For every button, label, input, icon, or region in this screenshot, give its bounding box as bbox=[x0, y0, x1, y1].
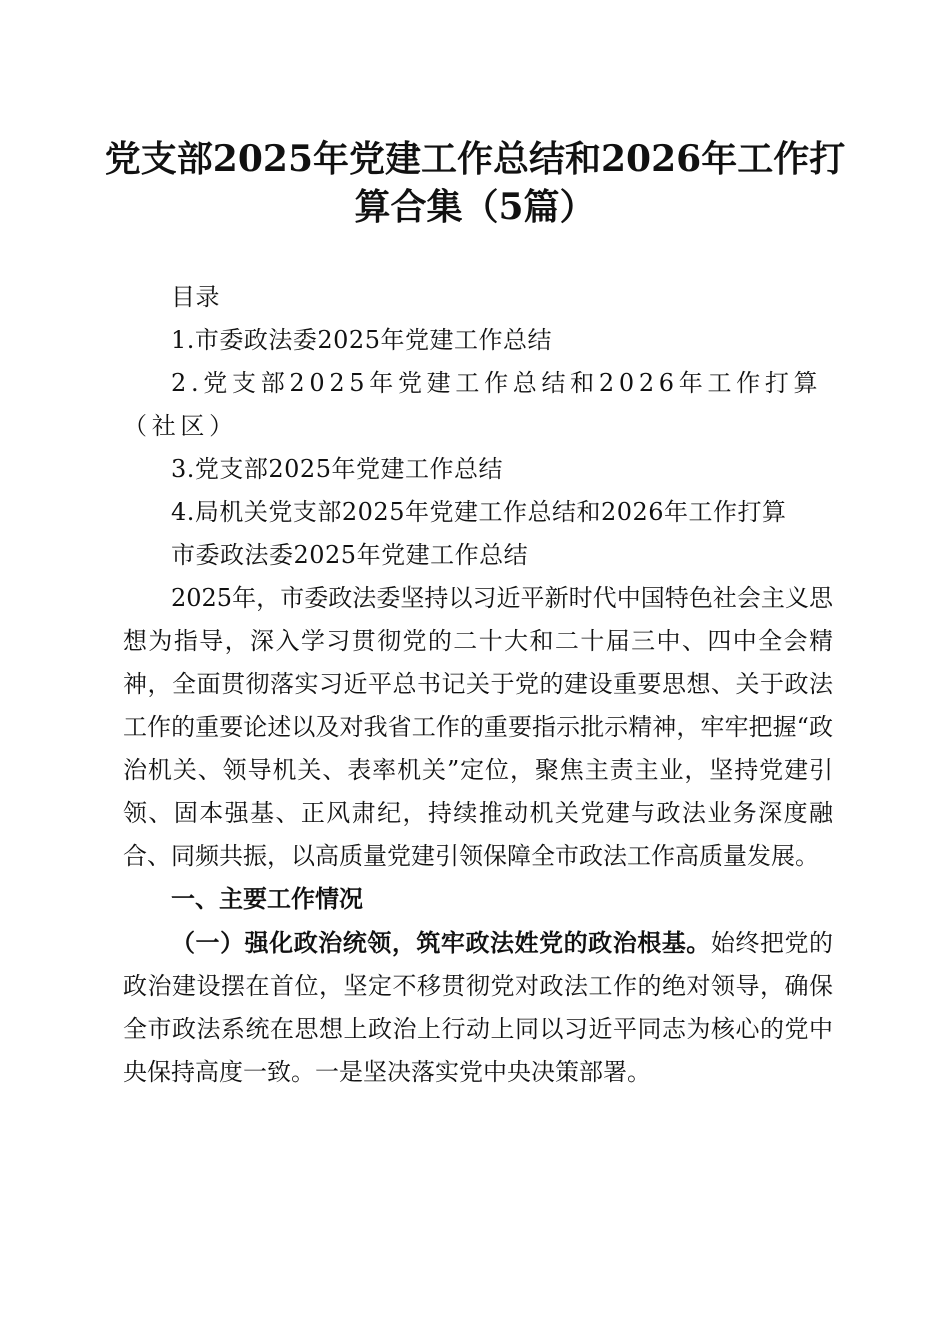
intro-paragraph: 2025年，市委政法委坚持以习近平新时代中国特色社会主义思想为指导，深入学习贯彻党的二十大和二十届三中、四中全会精神，全面贯彻落实习近平总书记关于党的建设重要思想、关于政法工作的重要论述以及对我省工作的重要指示批示精神，牢牢把握“政治机关、领导机关、表率机关”定位，聚焦主责主业，坚持党建引领、固本强基、正风肃纪，持续推动机关党建与政法业务深度融合、同频共振，以高质量党建引领保障全市政法工作高质量发展。 bbox=[123, 584, 833, 870]
toc-item-2: 2.党支部2025年党建工作总结和2026年工作打算（社区） bbox=[123, 369, 823, 440]
toc-item-3: 3.党支部2025年党建工作总结 bbox=[171, 455, 503, 483]
document-title-line-1: 党支部2025年党建工作总结和2026年工作打 bbox=[104, 138, 846, 180]
toc-label: 目录 bbox=[171, 283, 220, 311]
toc-item-4: 4.局机关党支部2025年党建工作总结和2026年工作打算 bbox=[171, 498, 787, 526]
paragraph-1 bbox=[123, 921, 833, 1094]
toc-item-1: 1.市委政法委2025年党建工作总结 bbox=[171, 326, 552, 354]
heading-main-work: 一、主要工作情况 bbox=[171, 885, 363, 913]
section-title: 市委政法委2025年党建工作总结 bbox=[171, 541, 529, 569]
document-title-line-2: 算合集（5篇） bbox=[354, 186, 596, 228]
document-body bbox=[123, 276, 833, 1094]
subheading-1: （一）强化政治统领，筑牢政法姓党的政治根基。 bbox=[171, 928, 711, 957]
paragraph-1-text: 始终把党的政治建设摆在首位，坚定不移贯彻党对政法工作的绝对领导，确保全市政法系统在思想上政治上行动上同以习近平同志为核心的党中央保持高度一致。一是坚决落实党中央决策部署。 bbox=[123, 929, 834, 1086]
